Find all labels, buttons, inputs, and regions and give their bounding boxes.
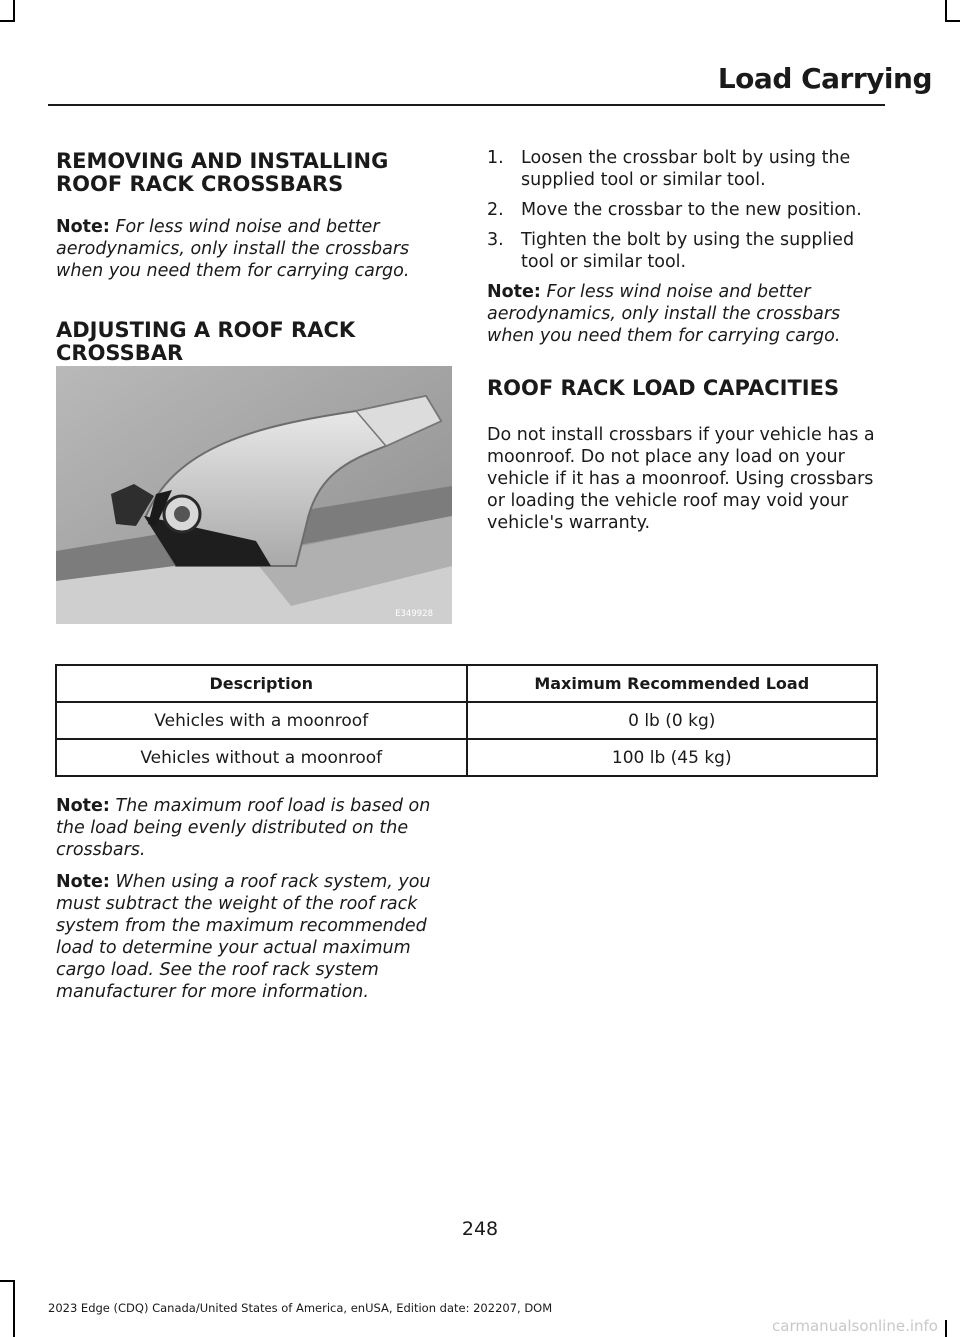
note-roof-load: [56, 795, 456, 861]
table-header-row: [56, 665, 877, 702]
right-column: [487, 147, 887, 534]
crop-mark: [945, 1320, 947, 1337]
heading-adjusting: ADJUSTING A ROOF RACK CROSSBAR: [56, 318, 356, 365]
crossbar-illustration: [56, 366, 452, 624]
heading-capacities: ROOF RACK LOAD CAPACITIES: [487, 376, 840, 400]
capacities-paragraph: Do not install crossbars if your vehicle has a moonroof. Do not place any load on your vehicle if it has a moonroof. Using crossbars or loading the vehicle roof may void your vehicle's warranty.: [487, 425, 875, 533]
crop-mark: [0, 1280, 15, 1282]
note-text: When using a roof rack system, you must subtract the weight of the roof rack system from the maximum recommended load to determine your actual maximum cargo load. See the roof rack system manufacturer for more information.: [56, 872, 431, 1002]
page-number: 248: [461, 1218, 499, 1240]
figure-code: E349928: [395, 609, 433, 619]
note-label: Note:: [487, 282, 541, 302]
section-title: Load Carrying: [717, 62, 932, 95]
step-number: 2.: [487, 200, 504, 220]
step-text: Move the crossbar to the new position.: [521, 200, 862, 220]
step-number: 1.: [487, 148, 504, 168]
table-header-description: Description: [56, 665, 467, 702]
table-row: [56, 739, 877, 776]
heading-removing: REMOVING AND INSTALLING ROOF RACK CROSSBARS: [56, 149, 389, 196]
crop-mark: [945, 0, 947, 22]
note-label: Note:: [56, 796, 110, 816]
watermark: carmanualsonline.info: [772, 1317, 938, 1335]
note-text: For less wind noise and better aerodynamics, only install the crossbars when you need them for carrying cargo.: [56, 217, 410, 281]
note-text: The maximum roof load is based on the load being evenly distributed on the crossbars.: [56, 796, 431, 860]
crop-mark: [13, 0, 15, 22]
note-label: Note:: [56, 872, 110, 892]
note-text: For less wind noise and better aerodynamics, only install the crossbars when you need them for carrying cargo.: [487, 282, 841, 346]
crop-mark: [0, 20, 15, 22]
steps-list: [487, 147, 887, 273]
note-wind-noise-2: [487, 281, 887, 347]
step-text: Tighten the bolt by using the supplied tool or similar tool.: [521, 230, 855, 272]
step-number: 3.: [487, 230, 504, 250]
step-item: [487, 147, 887, 191]
step-item: [487, 199, 887, 221]
left-column: [56, 150, 456, 365]
step-text: Loosen the crossbar bolt by using the supplied tool or similar tool.: [521, 148, 851, 190]
crop-mark: [945, 20, 960, 22]
bottom-notes: [56, 795, 456, 1003]
table-header-max-load: Maximum Recommended Load: [467, 665, 878, 702]
step-item: [487, 229, 887, 273]
table-cell: 0 lb (0 kg): [467, 702, 878, 739]
note-roof-rack-system: [56, 871, 456, 1003]
edition-footer: 2023 Edge (CDQ) Canada/United States of America, enUSA, Edition date: 202207, DOM: [48, 1301, 553, 1315]
table-row: [56, 702, 877, 739]
crop-mark: [13, 1280, 15, 1337]
note-label: Note:: [56, 217, 110, 237]
table-cell: 100 lb (45 kg): [467, 739, 878, 776]
load-capacity-table: [55, 664, 878, 777]
header-rule: [48, 104, 885, 106]
note-wind-noise: [56, 216, 456, 282]
table-cell: Vehicles without a moonroof: [56, 739, 467, 776]
table-cell: Vehicles with a moonroof: [56, 702, 467, 739]
